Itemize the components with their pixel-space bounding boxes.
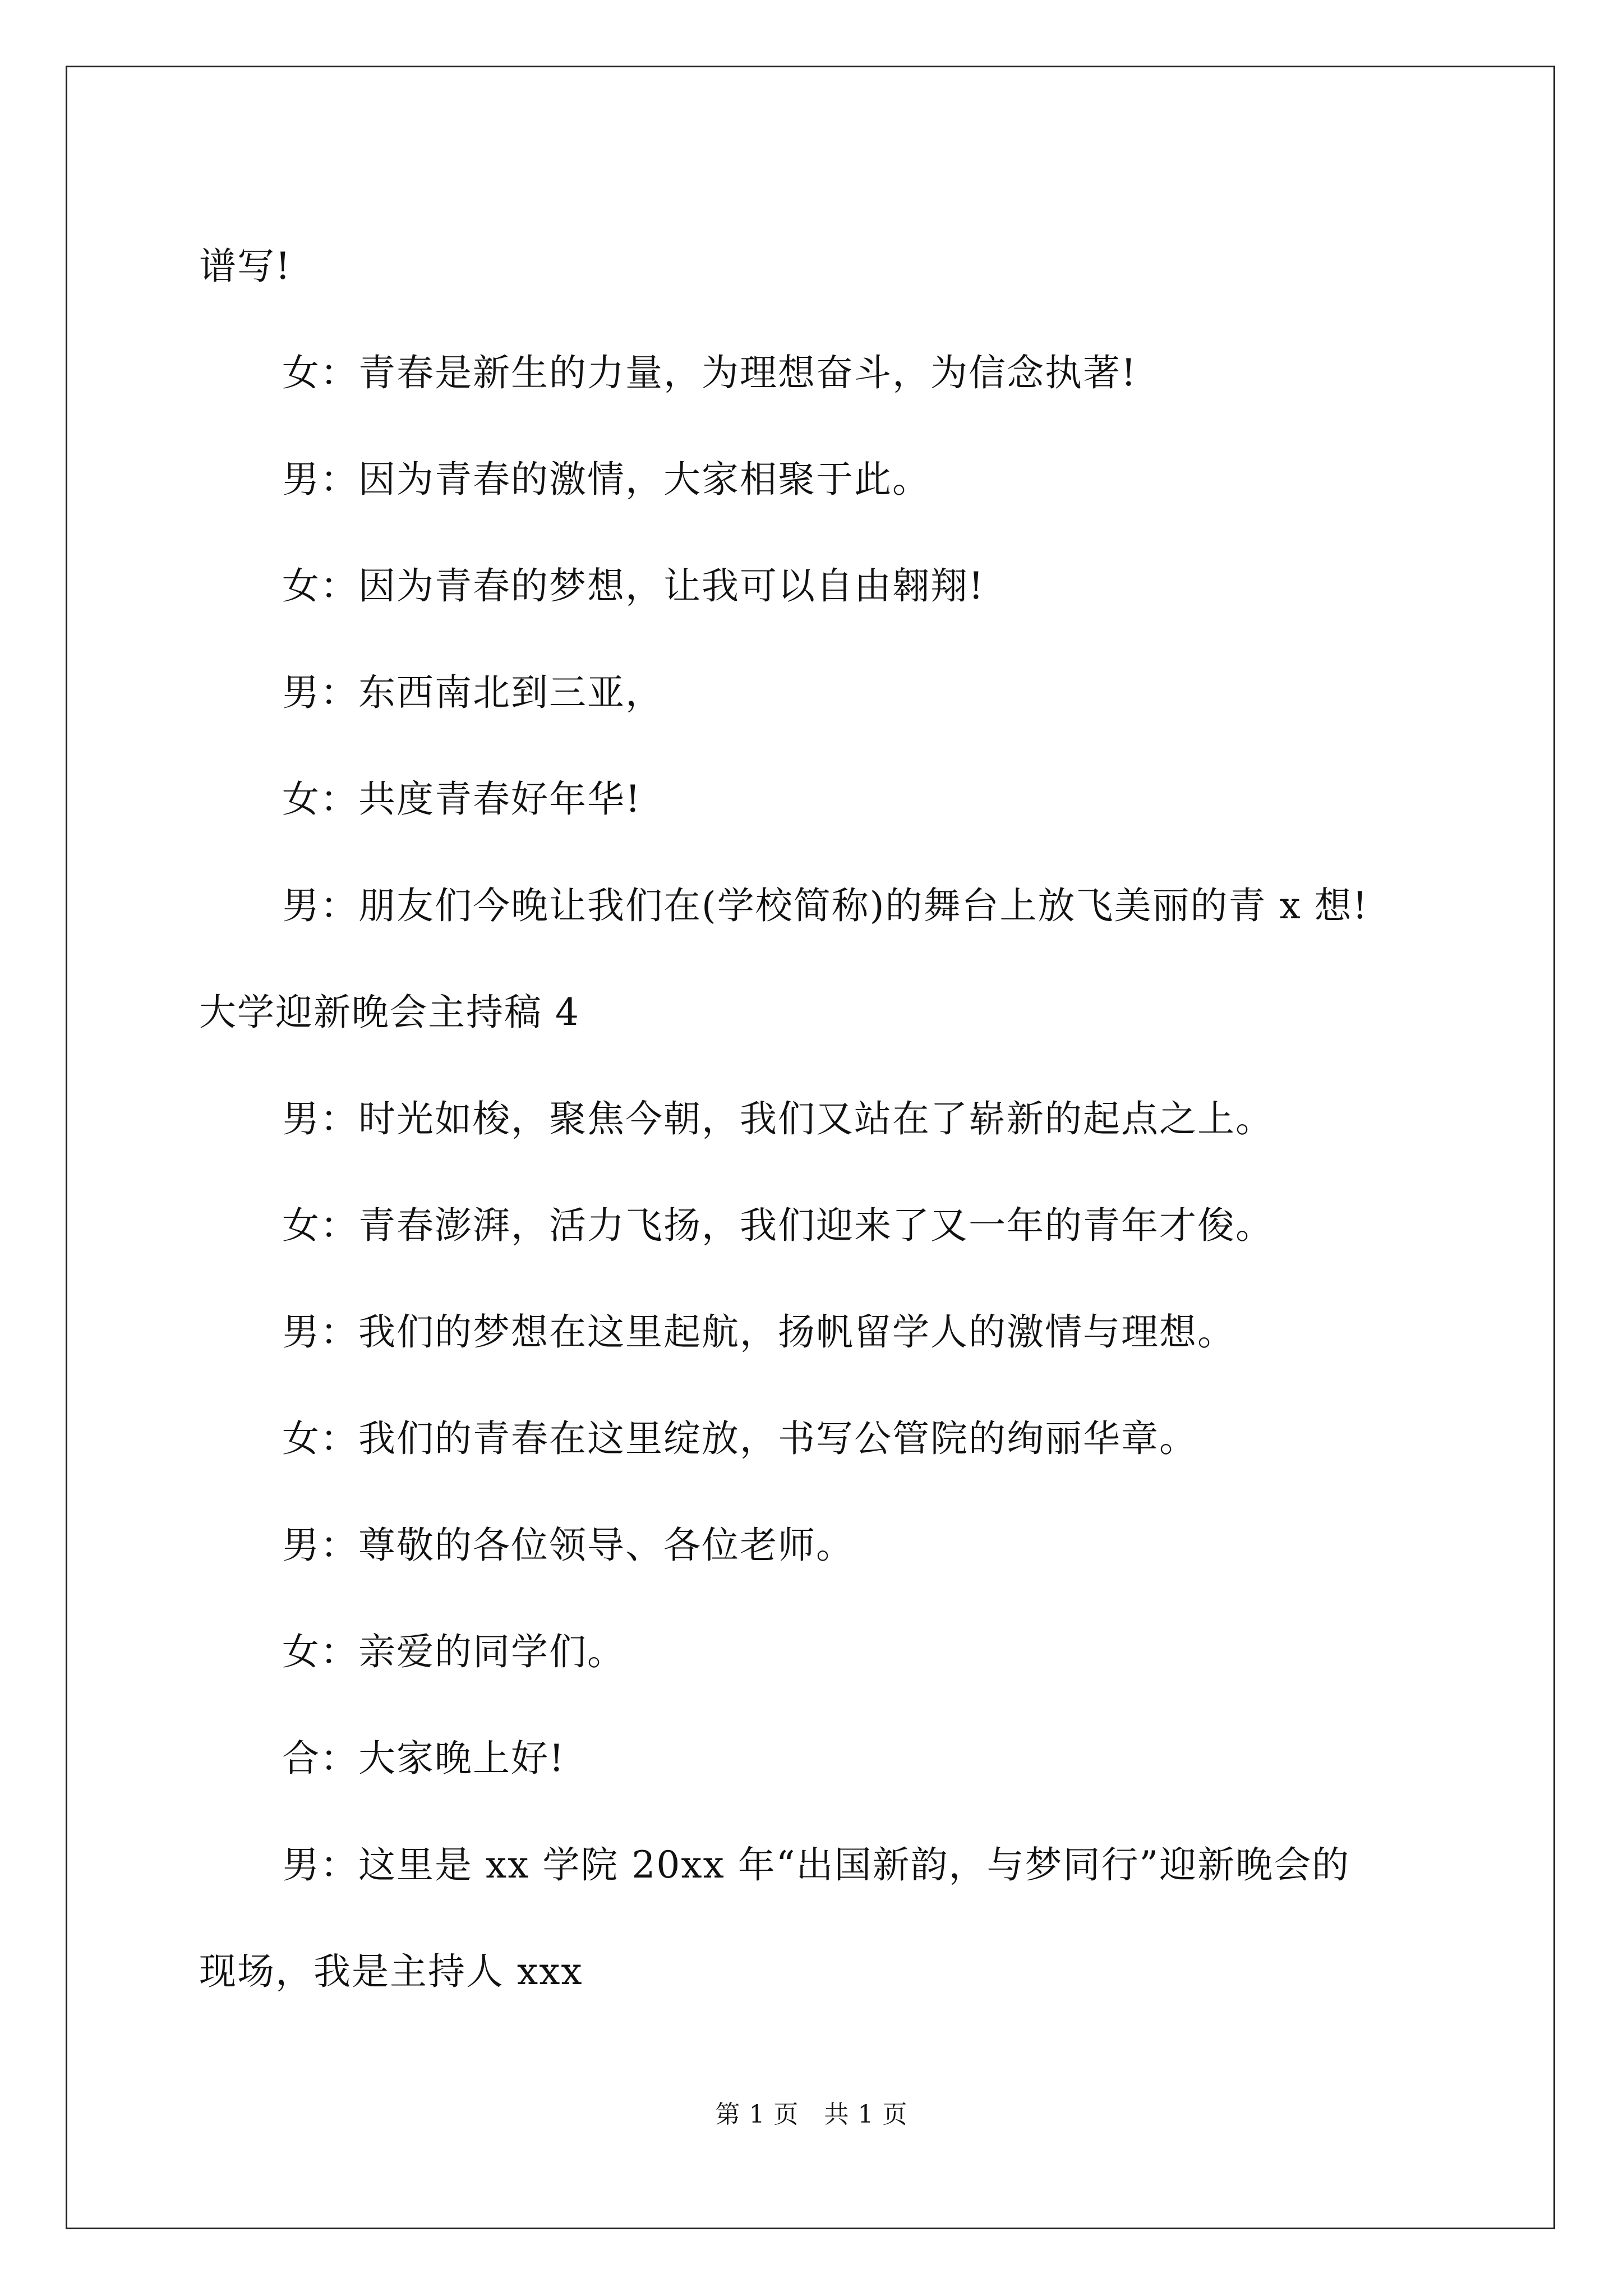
text-line: 合：大家晚上好! [282,1737,565,1780]
text-line: 女：共度青春好年华! [282,777,642,821]
text-line: 女：我们的青春在这里绽放，书写公管院的绚丽华章。 [282,1417,1197,1460]
text-line: 男：尊敬的各位领导、各位老师。 [282,1524,854,1567]
section-heading: 大学迎新晚会主持稿 4 [199,991,580,1034]
text-line: 男：东西南北到三亚， [282,671,663,714]
text-line: 男：我们的梦想在这里起航，扬帆留学人的激情与理想。 [282,1310,1235,1354]
text-line: 男：时光如梭，聚焦今朝，我们又站在了崭新的起点之上。 [282,1097,1274,1140]
text-line: 谱写! [199,245,292,288]
text-line: 女：因为青春的梦想，让我可以自由翱翔! [282,564,985,608]
text-line: 女：亲爱的同学们。 [282,1630,625,1673]
text-line: 现场，我是主持人 xxx [199,1950,583,1993]
text-line: 男：因为青春的激情，大家相聚于此。 [282,458,930,501]
document-body [199,213,1433,2025]
page-number-footer: 第 1 页 共 1 页 [715,2100,908,2129]
text-line: 男：这里是 xx 学院 20xx 年“出国新韵，与梦同行”迎新晚会的 [282,1843,1350,1887]
text-line: 女：青春澎湃，活力飞扬，我们迎来了又一年的青年才俊。 [282,1204,1274,1247]
text-line: 女：青春是新生的力量，为理想奋斗，为信念执著! [282,351,1137,394]
text-line: 男：朋友们今晚让我们在(学校简称)的舞台上放飞美丽的青 x 想! [282,884,1369,927]
